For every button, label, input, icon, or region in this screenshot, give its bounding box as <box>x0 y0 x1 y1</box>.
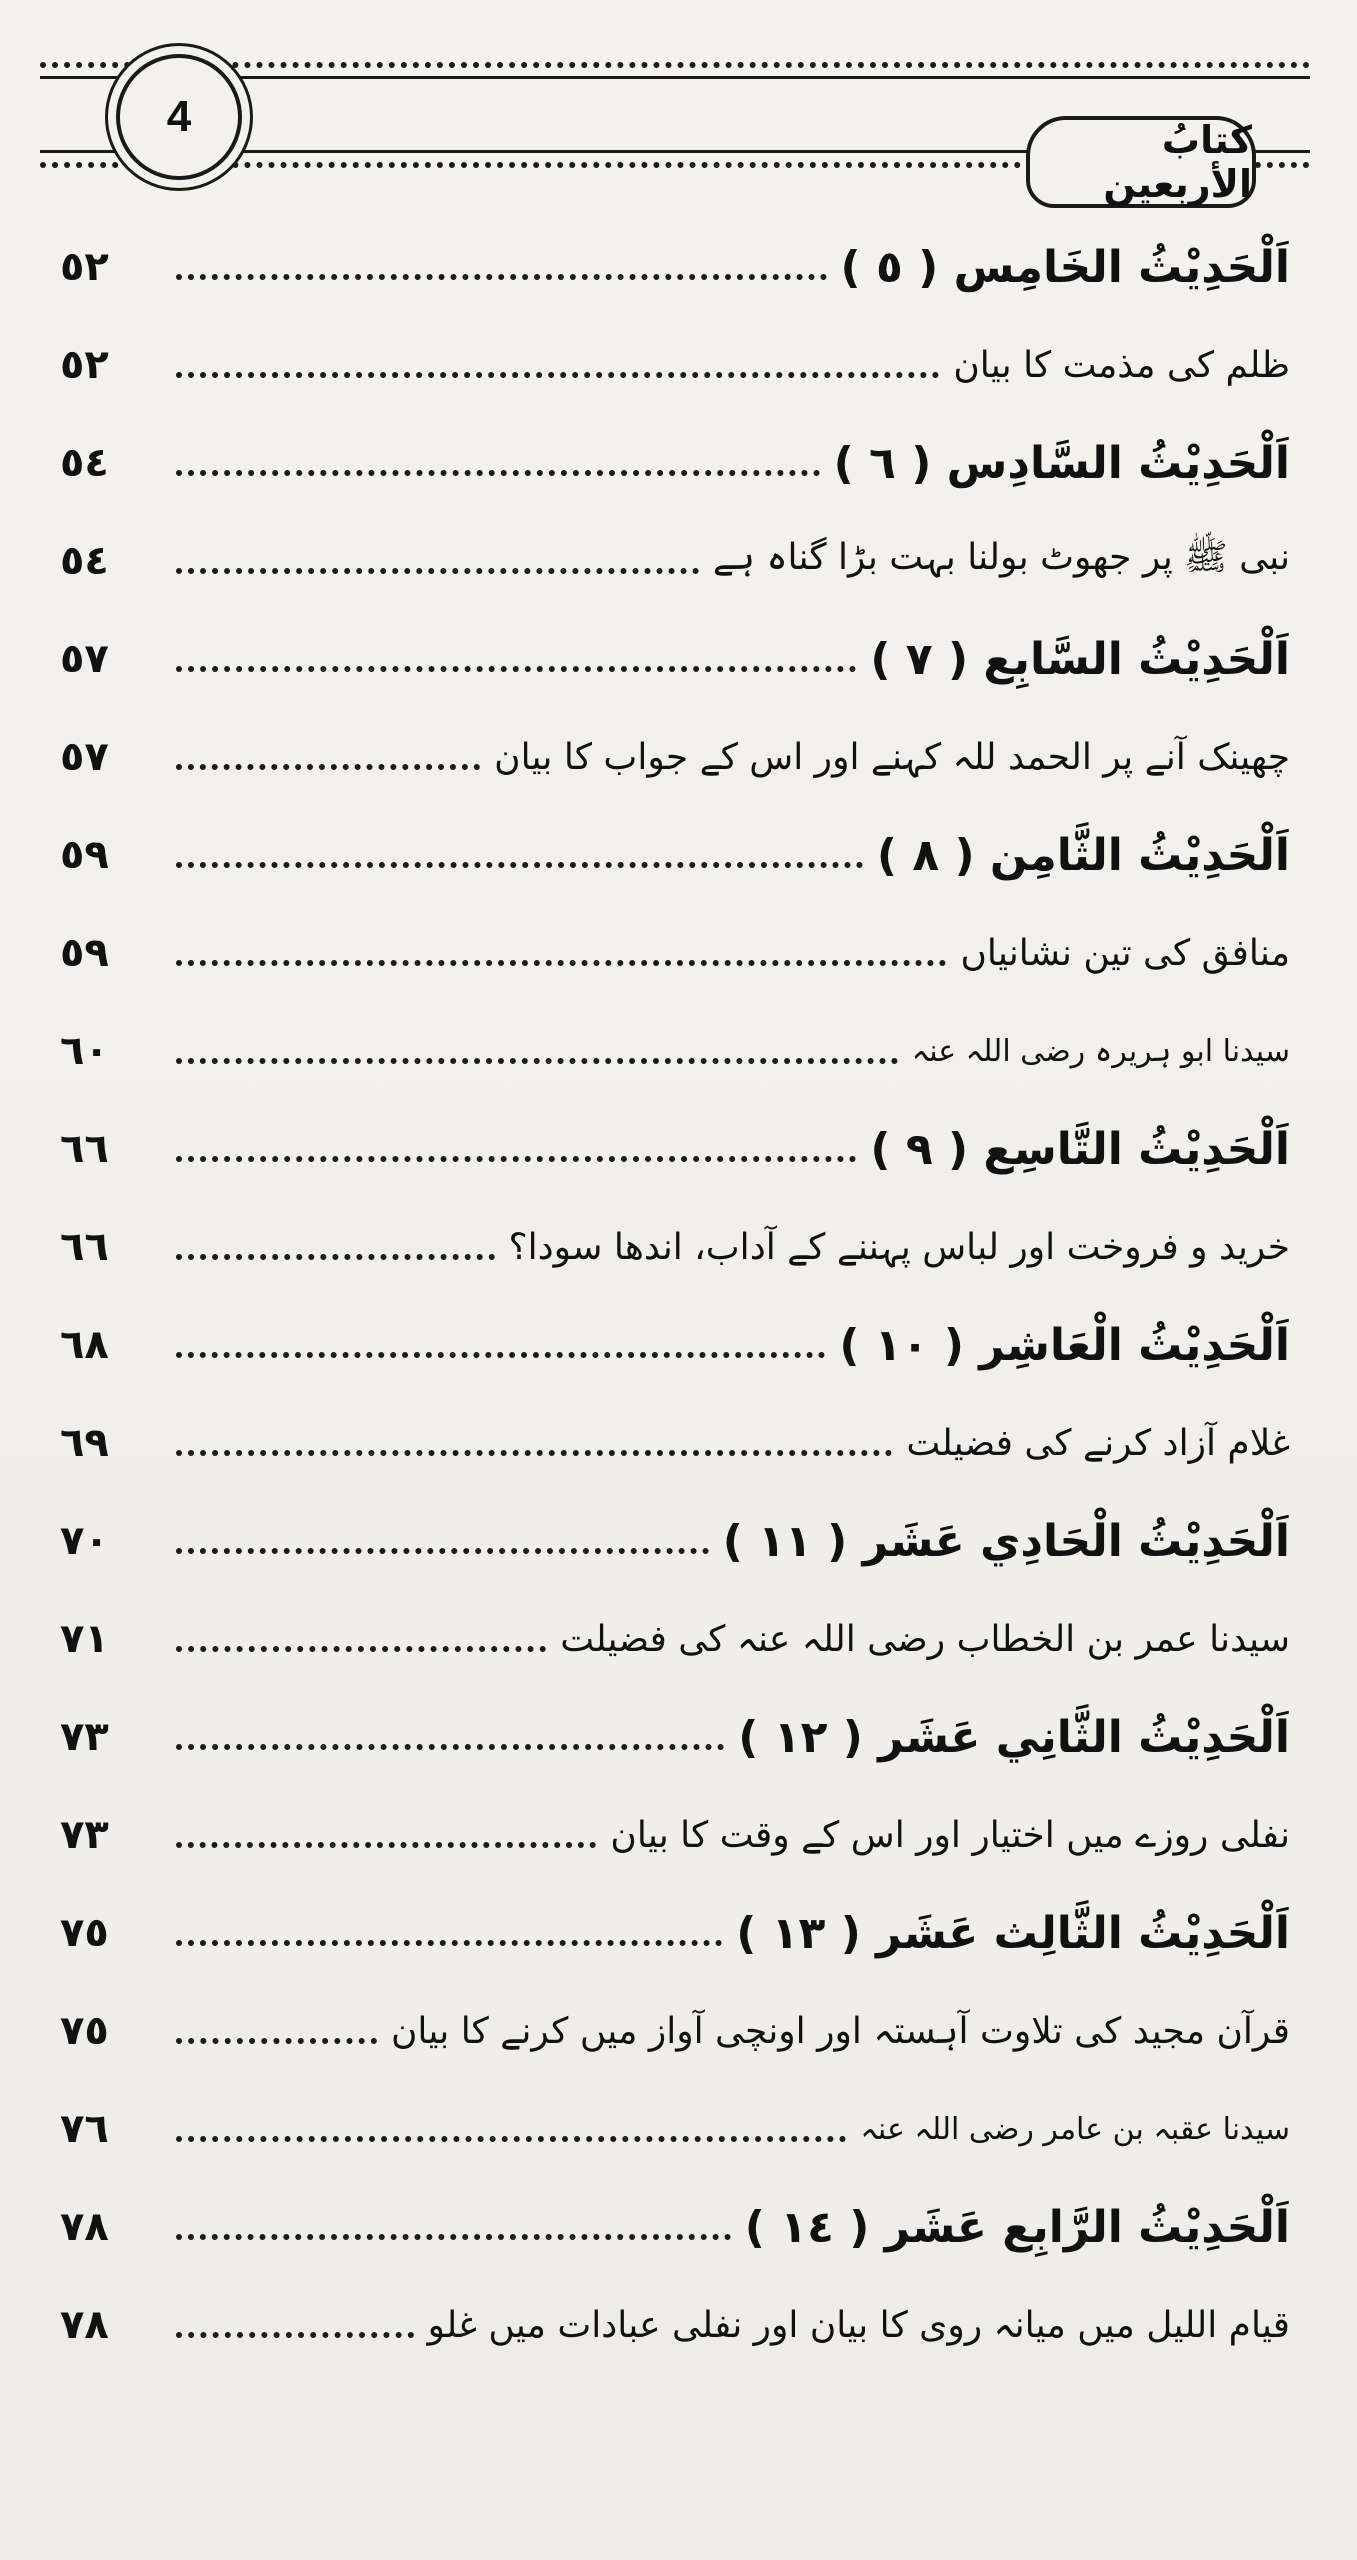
toc-hadith-heading: اَلْحَدِيْثُ السَّادِس ( ٦ ) <box>833 437 1290 489</box>
toc-dot-leader <box>176 862 863 868</box>
toc-dot-leader <box>176 1058 898 1064</box>
toc-dot-leader <box>176 1940 722 1946</box>
toc-page-number: ٦٩ <box>60 1420 109 1466</box>
toc-dot-leader <box>176 1548 709 1554</box>
page-number-badge <box>116 54 242 180</box>
toc-entry <box>60 1296 1290 1394</box>
toc-entry-title: غلام آزاد کرنے کی فضیلت <box>906 1422 1290 1464</box>
toc-page-number: ٧٥ <box>60 2008 109 2054</box>
book-title: كتابُ الأربعين <box>1103 118 1252 206</box>
toc-entry-title: منافق کی تین نشانیاں <box>960 932 1290 974</box>
toc-page-number: ٥٢ <box>60 342 109 388</box>
toc-entry-title: خرید و فروخت اور لباس پہننے کے آداب، اندھا سودا؟ <box>508 1226 1290 1268</box>
toc-page-number: ٧٦ <box>60 2106 109 2152</box>
toc-entry <box>60 708 1290 806</box>
toc-entry <box>60 1394 1290 1492</box>
toc-page-number: ٧٣ <box>60 1714 109 1760</box>
toc-entry-title: نبی ﷺ پر جھوٹ بولنا بہت بڑا گناہ ہے <box>712 537 1290 578</box>
toc-entry <box>60 1982 1290 2080</box>
toc-dot-leader <box>176 2332 414 2338</box>
toc-page-number: ٥٢ <box>60 244 109 290</box>
toc-entry <box>60 512 1290 610</box>
toc-hadith-heading: اَلْحَدِيْثُ الثَّانِي عَشَر ( ١٢ ) <box>738 1711 1290 1763</box>
toc-page-number: ٦٠ <box>60 1028 109 1074</box>
toc-dot-leader <box>176 2038 377 2044</box>
toc-page-number: ٧٥ <box>60 1910 109 1956</box>
toc-hadith-heading: اَلْحَدِيْثُ الثَّامِن ( ٨ ) <box>876 829 1290 881</box>
toc-dot-leader <box>176 1254 495 1260</box>
toc-entry <box>60 2276 1290 2374</box>
toc-dot-leader <box>176 470 820 476</box>
toc-entry <box>60 1492 1290 1590</box>
toc-dot-leader <box>176 1352 825 1358</box>
toc-entry-title: چھینک آنے پر الحمد للہ کہنے اور اس کے جواب کا بیان <box>494 736 1290 778</box>
toc-hadith-heading: اَلْحَدِيْثُ التَّاسِع ( ٩ ) <box>870 1123 1290 1175</box>
book-title-cartouche <box>1026 116 1256 208</box>
toc-page-number: ٧١ <box>60 1616 109 1662</box>
toc-page-number: ٥٧ <box>60 734 109 780</box>
toc-entry <box>60 1100 1290 1198</box>
toc-entry <box>60 1884 1290 1982</box>
page-header-ornament <box>40 40 1310 206</box>
toc-dot-leader <box>176 1450 892 1456</box>
page-number: 4 <box>166 92 192 141</box>
toc-entry <box>60 610 1290 708</box>
toc-entry <box>60 1590 1290 1688</box>
toc-entry-title: ظلم کی مذمت کا بیان <box>953 344 1290 386</box>
toc-dot-leader <box>176 1842 596 1848</box>
table-of-contents <box>60 218 1290 2374</box>
toc-entry-title: قیام اللیل میں میانہ روی کا بیان اور نفلی عبادات میں غلو <box>427 2304 1290 2346</box>
toc-entry <box>60 2080 1290 2178</box>
toc-page-number: ٥٩ <box>60 832 109 878</box>
toc-entry-title: سیدنا عمر بن الخطاب رضی اللہ عنہ کی فضیلت <box>560 1618 1290 1660</box>
toc-dot-leader <box>176 2234 731 2240</box>
toc-entry <box>60 1198 1290 1296</box>
toc-dot-leader <box>176 1156 856 1162</box>
toc-hadith-heading: اَلْحَدِيْثُ السَّابِع ( ٧ ) <box>870 633 1290 685</box>
toc-hadith-heading: اَلْحَدِيْثُ الخَامِس ( ٥ ) <box>840 241 1290 293</box>
toc-entry <box>60 1786 1290 1884</box>
toc-hadith-heading: اَلْحَدِيْثُ الرَّابِع عَشَر ( ١٤ ) <box>744 2201 1290 2253</box>
header-dotted-rule-top <box>40 62 1310 68</box>
toc-dot-leader <box>176 568 699 574</box>
toc-entry-title: نفلی روزے میں اختیار اور اس کے وقت کا بیان <box>610 1814 1290 1856</box>
toc-dot-leader <box>176 1646 546 1652</box>
toc-page-number: ٥٤ <box>60 538 109 584</box>
toc-page-number: ٦٨ <box>60 1322 109 1368</box>
toc-entry <box>60 806 1290 904</box>
toc-entry <box>60 218 1290 316</box>
toc-entry <box>60 904 1290 1002</box>
toc-dot-leader <box>176 274 827 280</box>
toc-page-number: ٦٦ <box>60 1126 109 1172</box>
toc-page-number: ٥٧ <box>60 636 109 682</box>
toc-dot-leader <box>176 372 939 378</box>
toc-page-number: ٥٤ <box>60 440 109 486</box>
toc-page-number: ٧٨ <box>60 2204 109 2250</box>
toc-dot-leader <box>176 2136 846 2142</box>
toc-entry <box>60 316 1290 414</box>
toc-entry-title: قرآن مجید کی تلاوت آہستہ اور اونچی آواز میں کرنے کا بیان <box>390 2010 1290 2052</box>
toc-dot-leader <box>176 666 856 672</box>
toc-page-number: ٧٣ <box>60 1812 109 1858</box>
toc-page-number: ٧٠ <box>60 1518 109 1564</box>
toc-entry <box>60 414 1290 512</box>
toc-entry-title: سیدنا ابو ہریرہ رضی اللہ عنہ <box>911 1033 1290 1069</box>
toc-dot-leader <box>176 764 480 770</box>
toc-hadith-heading: اَلْحَدِيْثُ الْحَادِي عَشَر ( ١١ ) <box>722 1515 1290 1567</box>
toc-dot-leader <box>176 1744 724 1750</box>
toc-page-number: ٥٩ <box>60 930 109 976</box>
toc-entry <box>60 2178 1290 2276</box>
header-solid-rule-top <box>40 76 1310 79</box>
toc-page-number: ٦٦ <box>60 1224 109 1270</box>
toc-entry-title: سیدنا عقبہ بن عامر رضی اللہ عنہ <box>860 2111 1290 2147</box>
toc-hadith-heading: اَلْحَدِيْثُ الْعَاشِر ( ١٠ ) <box>839 1319 1290 1371</box>
toc-dot-leader <box>176 960 946 966</box>
toc-entry <box>60 1688 1290 1786</box>
toc-hadith-heading: اَلْحَدِيْثُ الثَّالِث عَشَر ( ١٣ ) <box>736 1907 1290 1959</box>
toc-page-number: ٧٨ <box>60 2302 109 2348</box>
toc-entry <box>60 1002 1290 1100</box>
